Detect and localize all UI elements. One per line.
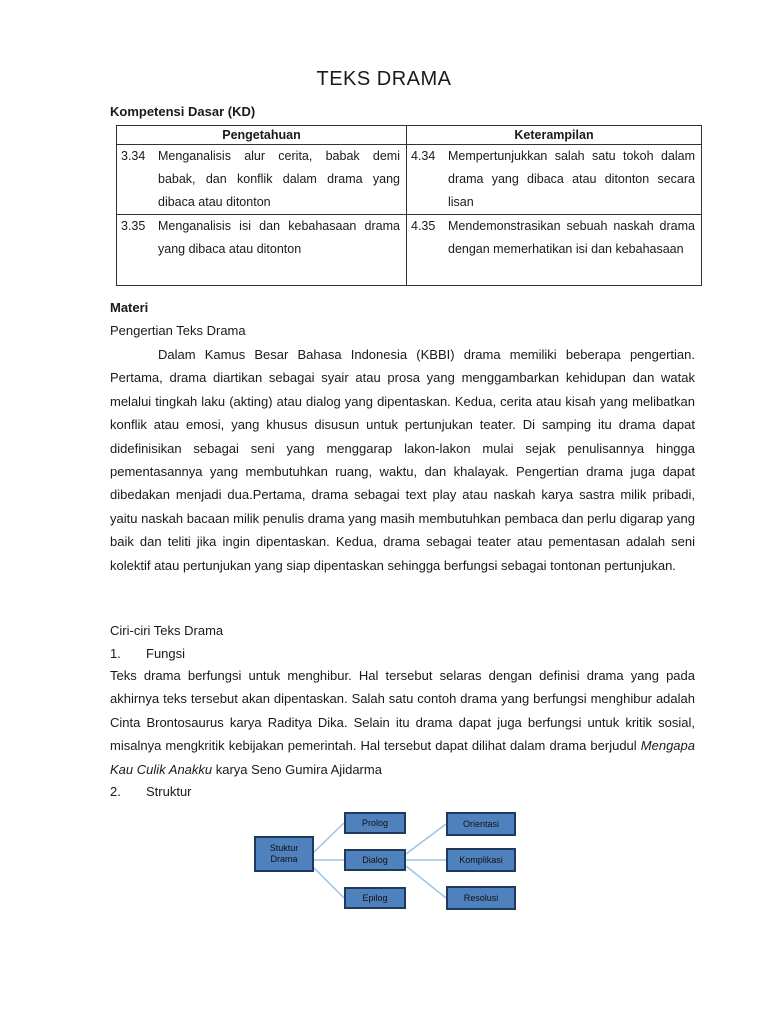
table-cell bbox=[407, 145, 702, 215]
fungsi-paragraph bbox=[110, 664, 695, 781]
kd-text: Menganalisis alur cerita, babak demi babak, dan konflik dalam drama yang dibaca atau ditonton bbox=[158, 149, 400, 209]
kd-number: 3.34 bbox=[121, 149, 146, 163]
document-title: TEKS DRAMA bbox=[316, 68, 452, 90]
connector-line bbox=[406, 824, 446, 854]
materi-heading: Materi bbox=[110, 300, 149, 315]
kd-text: Mempertunjukkan salah satu tokoh dalam drama yang dibaca atau ditonton secara lisan bbox=[448, 149, 695, 209]
list-item-fungsi bbox=[110, 646, 185, 661]
fungsi-text: Teks drama berfungsi untuk menghibur. Hal tersebut selaras dengan definisi drama yang pada akhirnya teks tersebut akan dipentaskan. Salah satu contoh drama yang berfungsi menghibur adalah Cinta Brontosaurus karya Raditya Dika. Selain itu drama dapat juga berfungsi untuk kritik sosial, misalnya mengkritik kebijakan pemerintah. Hal tersebut dapat dilihat dalam drama berjudul bbox=[110, 668, 695, 754]
kd-text: Menganalisis isi dan kebahasaan drama yang dibaca atau ditonton bbox=[158, 219, 400, 256]
connector-line bbox=[314, 823, 344, 852]
kd-number: 4.34 bbox=[411, 149, 436, 163]
diagram-box-komplikasi: Komplikasi bbox=[446, 848, 516, 872]
ciri-heading: Ciri-ciri Teks Drama bbox=[110, 623, 224, 638]
connector-line bbox=[406, 866, 446, 898]
diagram-root-box: Stuktur Drama bbox=[254, 836, 314, 872]
diagram-box-dialog: Dialog bbox=[344, 849, 406, 871]
pengertian-subheading: Pengertian Teks Drama bbox=[110, 323, 246, 338]
column-header-keterampilan: Keterampilan bbox=[407, 126, 702, 145]
table-row bbox=[117, 215, 702, 286]
list-item-struktur bbox=[110, 784, 192, 799]
diagram-box-resolusi: Resolusi bbox=[446, 886, 516, 910]
list-label: Struktur bbox=[146, 784, 192, 799]
list-number: 2. bbox=[110, 784, 121, 799]
table-row bbox=[117, 145, 702, 215]
kd-table bbox=[116, 125, 702, 286]
struktur-diagram bbox=[252, 808, 520, 916]
kd-number: 3.35 bbox=[121, 219, 146, 233]
fungsi-tail: karya Seno Gumira Ajidarma bbox=[212, 761, 382, 777]
diagram-box-prolog: Prolog bbox=[344, 812, 406, 834]
kd-number: 4.35 bbox=[411, 219, 436, 233]
table-cell bbox=[117, 215, 407, 286]
kd-text: Mendemonstrasikan sebuah naskah drama dengan memerhatikan isi dan kebahasaan bbox=[448, 219, 695, 256]
kd-heading: Kompetensi Dasar (KD) bbox=[110, 104, 256, 119]
table-cell bbox=[407, 215, 702, 286]
diagram-box-orientasi: Orientasi bbox=[446, 812, 516, 836]
table-cell bbox=[117, 145, 407, 215]
drama-title-italic: Mengapa Kau Culik Anakku bbox=[110, 738, 695, 777]
list-label: Fungsi bbox=[146, 646, 186, 661]
diagram-box-epilog: Epilog bbox=[344, 887, 406, 909]
column-header-pengetahuan: Pengetahuan bbox=[117, 126, 407, 145]
pengertian-paragraph: Dalam Kamus Besar Bahasa Indonesia (KBBI) drama memiliki beberapa pengertian. Pertama, drama diartikan sebagai syair atau prosa yang menggambarkan kehidupan dan watak melalui tingkah laku (akting) atau dialog yang dipentaskan. Kedua, cerita atau kisah yang melibatkan konflik atau emosi, yang khusus disusun untuk pertunjukan teater. Di samping itu drama dapat didefinisikan sebagai seni yang menggarap lakon-lakon mulai sejak penulisannya hingga pementasannya yang membutuhkan ruang, waktu, dan khalayak. Pengertian drama juga dapat dibedakan menjadi dua.Pertama, drama sebagai text play atau naskah karya sastra milik pribadi, yaitu naskah bacaan milik penulis drama yang masih membutuhkan pembaca dan perlu digarap yang baik dan teliti jika ingin dipentaskan. Kedua, drama sebagai teater atau pementasan adalah seni kolektif atau pertunjukan yang siap dipentaskan sehingga berfungsi sebagai tontonan pertunjukan. bbox=[110, 347, 695, 573]
connector-line bbox=[314, 868, 344, 898]
list-number: 1. bbox=[110, 646, 121, 661]
kd-header-row bbox=[117, 126, 702, 145]
